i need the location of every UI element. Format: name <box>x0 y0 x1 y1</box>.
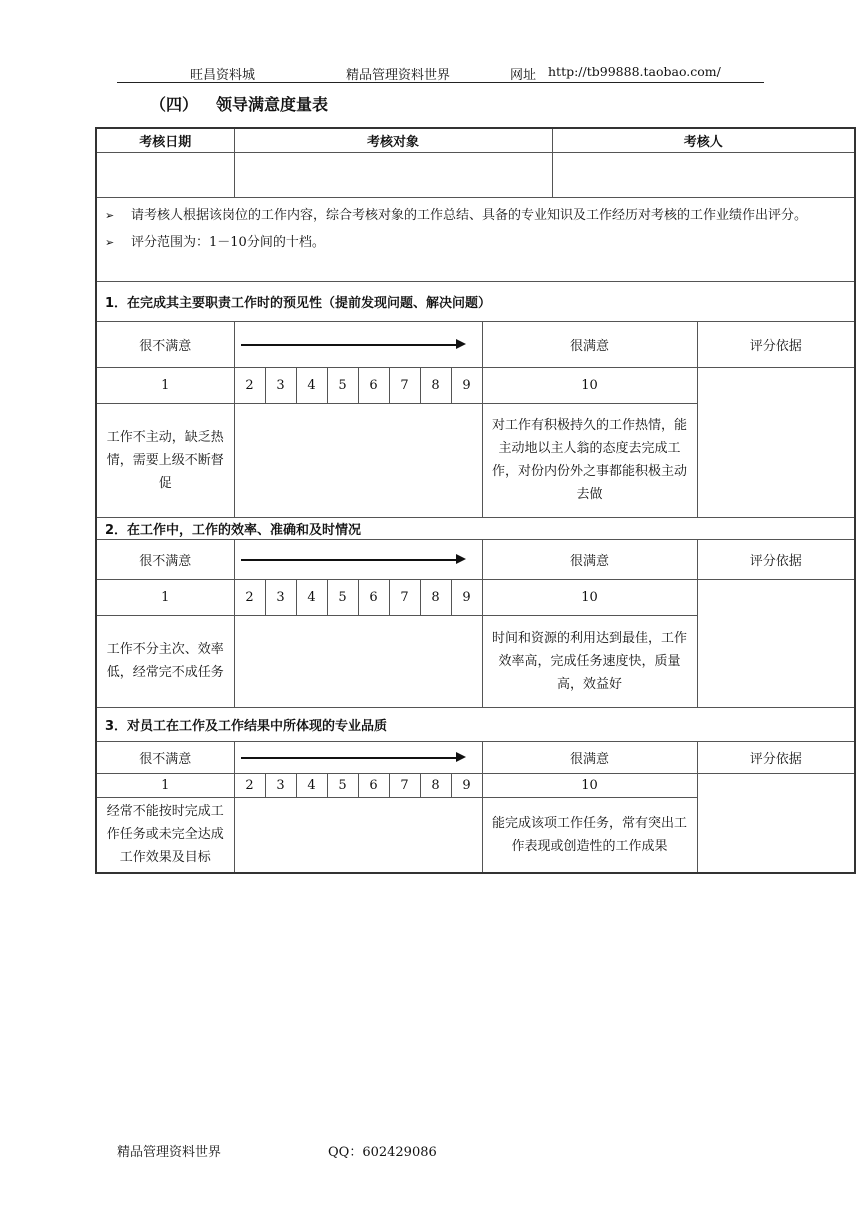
scale-basis-label: 评分依据 <box>697 741 855 773</box>
basis-field[interactable] <box>697 367 855 517</box>
middle-blank <box>234 797 482 873</box>
bullet-arrow-icon: ➢ <box>105 235 115 249</box>
score-option-4[interactable]: 4 <box>296 367 327 403</box>
assessor-field[interactable] <box>552 152 855 197</box>
low-description: 工作不主动，缺乏热情，需要上级不断督促 <box>96 403 234 517</box>
score-option-5[interactable]: 5 <box>327 579 358 615</box>
score-option-1[interactable]: 1 <box>96 579 234 615</box>
score-option-4[interactable]: 4 <box>296 579 327 615</box>
score-option-6[interactable]: 6 <box>358 579 389 615</box>
middle-blank <box>234 615 482 707</box>
score-option-10[interactable]: 10 <box>482 579 697 615</box>
basis-field[interactable] <box>697 773 855 873</box>
scale-low-label: 很不满意 <box>96 741 234 773</box>
arrow-line <box>241 757 458 759</box>
score-option-9[interactable]: 9 <box>451 773 482 797</box>
footer-brand: 精品管理资料世界 <box>117 1145 222 1160</box>
high-description: 时间和资源的利用达到最佳，工作效率高，完成任务速度快，质量高，效益好 <box>482 615 697 707</box>
low-description: 经常不能按时完成工作任务或未完全达成工作效果及目标 <box>96 797 234 873</box>
score-option-2[interactable]: 2 <box>234 773 265 797</box>
instructions <box>96 197 855 281</box>
col-header-target: 考核对象 <box>234 128 552 152</box>
score-option-6[interactable]: 6 <box>358 367 389 403</box>
score-option-10[interactable]: 10 <box>482 367 697 403</box>
score-option-3[interactable]: 3 <box>265 773 296 797</box>
score-option-8[interactable]: 8 <box>420 579 451 615</box>
high-description: 能完成该项工作任务，常有突出工作表现或创造性的工作成果 <box>482 797 697 873</box>
header-divider <box>117 82 764 83</box>
basis-field[interactable] <box>697 579 855 707</box>
scale-arrow <box>234 741 482 773</box>
instruction-item <box>105 229 850 256</box>
satisfaction-table <box>95 127 856 874</box>
arrow-right-icon <box>456 339 466 349</box>
footer-qq: QQ：602429086 <box>328 1145 437 1160</box>
section-title: 3．对员工在工作及工作结果中所体现的专业品质 <box>96 707 855 741</box>
score-option-5[interactable]: 5 <box>327 367 358 403</box>
scale-high-label: 很满意 <box>482 321 697 367</box>
middle-blank <box>234 403 482 517</box>
score-option-9[interactable]: 9 <box>451 579 482 615</box>
scale-basis-label: 评分依据 <box>697 321 855 367</box>
low-description: 工作不分主次、效率低，经常完不成任务 <box>96 615 234 707</box>
score-option-9[interactable]: 9 <box>451 367 482 403</box>
page-title <box>150 92 328 115</box>
score-option-3[interactable]: 3 <box>265 579 296 615</box>
scale-low-label: 很不满意 <box>96 539 234 579</box>
instruction-text: 评分范围为：1－10分间的十档。 <box>131 234 325 250</box>
score-option-1[interactable]: 1 <box>96 367 234 403</box>
arrow-right-icon <box>456 752 466 762</box>
score-option-2[interactable]: 2 <box>234 367 265 403</box>
arrow-right-icon <box>456 554 466 564</box>
header-url-label: 网址 <box>510 68 537 83</box>
high-description: 对工作有积极持久的工作热情，能主动地以主人翁的态度去完成工作，对份内份外之事都能积极主动去做 <box>482 403 697 517</box>
scale-arrow <box>234 539 482 579</box>
section-title: 2．在工作中，工作的效率、准确和及时情况 <box>96 517 855 539</box>
col-header-date: 考核日期 <box>96 128 234 152</box>
score-option-4[interactable]: 4 <box>296 773 327 797</box>
arrow-line <box>241 344 458 346</box>
date-field[interactable] <box>96 152 234 197</box>
score-option-8[interactable]: 8 <box>420 773 451 797</box>
score-option-1[interactable]: 1 <box>96 773 234 797</box>
scale-high-label: 很满意 <box>482 741 697 773</box>
bullet-arrow-icon: ➢ <box>105 208 115 222</box>
score-option-3[interactable]: 3 <box>265 367 296 403</box>
scale-low-label: 很不满意 <box>96 321 234 367</box>
score-option-7[interactable]: 7 <box>389 579 420 615</box>
arrow-line <box>241 559 458 561</box>
score-option-7[interactable]: 7 <box>389 773 420 797</box>
header-url[interactable]: http://tb99888.taobao.com/ <box>548 64 721 79</box>
score-option-6[interactable]: 6 <box>358 773 389 797</box>
score-option-2[interactable]: 2 <box>234 579 265 615</box>
instruction-item <box>105 202 850 229</box>
section-title: 1．在完成其主要职责工作时的预见性（提前发现问题、解决问题） <box>96 281 855 321</box>
target-field[interactable] <box>234 152 552 197</box>
scale-basis-label: 评分依据 <box>697 539 855 579</box>
score-option-8[interactable]: 8 <box>420 367 451 403</box>
title-text: 领导满意度量表 <box>216 95 329 114</box>
header-brand: 精品管理资料世界 <box>346 68 451 83</box>
scale-high-label: 很满意 <box>482 539 697 579</box>
score-option-7[interactable]: 7 <box>389 367 420 403</box>
score-option-10[interactable]: 10 <box>482 773 697 797</box>
instruction-text: 请考核人根据该岗位的工作内容，综合考核对象的工作总结、具备的专业知识及工作经历对考核的工作业绩作出评分。 <box>131 207 808 223</box>
header-store: 旺昌资料城 <box>190 68 256 83</box>
col-header-assessor: 考核人 <box>552 128 855 152</box>
scale-arrow <box>234 321 482 367</box>
score-option-5[interactable]: 5 <box>327 773 358 797</box>
title-number: （四） <box>150 95 199 114</box>
